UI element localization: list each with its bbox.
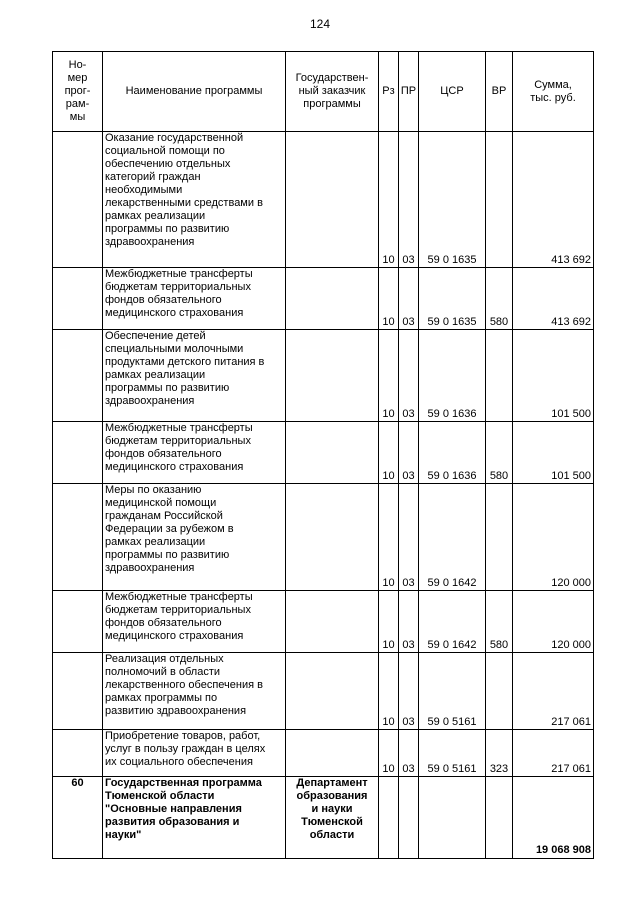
cell-csr: 59 0 1635 — [419, 132, 486, 268]
cell-pr: 03 — [399, 268, 419, 330]
cell-rz: 10 — [379, 132, 399, 268]
cell-state-customer — [286, 730, 379, 777]
cell-csr — [419, 777, 486, 859]
cell-rz: 10 — [379, 730, 399, 777]
cell-csr: 59 0 1635 — [419, 268, 486, 330]
cell-pr: 03 — [399, 730, 419, 777]
cell-program-number — [53, 653, 103, 730]
cell-amount: 120 000 — [513, 591, 594, 653]
cell-pr: 03 — [399, 132, 419, 268]
cell-program-name: Приобретение товаров, работ, услуг в пользу граждан в целях их социального обеспечения — [103, 730, 286, 777]
table-row — [53, 484, 594, 591]
table-row — [53, 330, 594, 422]
cell-rz — [379, 777, 399, 859]
cell-program-name: Межбюджетные трансферты бюджетам территориальных фондов обязательного медицинского страхования — [103, 422, 286, 484]
cell-program-name: Меры по оказанию медицинской помощи гражданам Российской Федерации за рубежом в рамках реализации программы по развитию здравоохранения — [103, 484, 286, 591]
cell-state-customer — [286, 422, 379, 484]
header-row — [53, 52, 594, 132]
cell-state-customer — [286, 132, 379, 268]
cell-rz: 10 — [379, 422, 399, 484]
table-row — [53, 777, 594, 859]
header-vr: ВР — [486, 52, 513, 132]
cell-rz: 10 — [379, 653, 399, 730]
cell-state-customer — [286, 330, 379, 422]
cell-csr: 59 0 1636 — [419, 422, 486, 484]
table-row — [53, 653, 594, 730]
cell-program-name: Межбюджетные трансферты бюджетам территориальных фондов обязательного медицинского страхования — [103, 591, 286, 653]
cell-vr — [486, 132, 513, 268]
page-number: 124 — [309, 17, 331, 31]
cell-program-number — [53, 132, 103, 268]
cell-vr: 580 — [486, 591, 513, 653]
cell-amount: 101 500 — [513, 330, 594, 422]
cell-vr — [486, 484, 513, 591]
cell-csr: 59 0 1642 — [419, 484, 486, 591]
cell-rz: 10 — [379, 591, 399, 653]
cell-csr: 59 0 5161 — [419, 730, 486, 777]
cell-amount: 217 061 — [513, 653, 594, 730]
cell-csr: 59 0 1642 — [419, 591, 486, 653]
cell-vr: 580 — [486, 268, 513, 330]
table-row — [53, 268, 594, 330]
cell-amount: 120 000 — [513, 484, 594, 591]
budget-program-table — [52, 51, 594, 859]
cell-csr: 59 0 5161 — [419, 653, 486, 730]
cell-state-customer — [286, 484, 379, 591]
cell-state-customer: Департамент образования и науки Тюменской области — [286, 777, 379, 859]
cell-state-customer — [286, 653, 379, 730]
cell-vr: 323 — [486, 730, 513, 777]
header-amount: Сумма, тыс. руб. — [513, 52, 594, 132]
cell-vr: 580 — [486, 422, 513, 484]
cell-state-customer — [286, 268, 379, 330]
cell-amount: 101 500 — [513, 422, 594, 484]
cell-program-number — [53, 484, 103, 591]
cell-program-number — [53, 422, 103, 484]
cell-program-number — [53, 268, 103, 330]
cell-state-customer — [286, 591, 379, 653]
table-row — [53, 132, 594, 268]
cell-pr — [399, 777, 419, 859]
cell-program-name: Оказание государственной социальной помощи по обеспечению отдельных категорий граждан необходимыми лекарственными средствами в рамках реализации программы по развитию здравоохранения — [103, 132, 286, 268]
header-program-number: Но- мер прог- рам- мы — [53, 52, 103, 132]
cell-program-number — [53, 330, 103, 422]
cell-amount: 413 692 — [513, 132, 594, 268]
cell-amount: 217 061 — [513, 730, 594, 777]
cell-pr: 03 — [399, 422, 419, 484]
table-row — [53, 591, 594, 653]
header-pr: ПР — [399, 52, 419, 132]
cell-program-number — [53, 730, 103, 777]
cell-amount: 19 068 908 — [513, 777, 594, 859]
cell-vr — [486, 653, 513, 730]
header-state-customer: Государствен- ный заказчик программы — [286, 52, 379, 132]
cell-program-name: Обеспечение детей специальными молочными продуктами детского питания в рамках реализации программы по развитию здравоохранения — [103, 330, 286, 422]
cell-program-number: 60 — [53, 777, 103, 859]
header-rz: Рз — [379, 52, 399, 132]
header-csr: ЦСР — [419, 52, 486, 132]
cell-program-name: Межбюджетные трансферты бюджетам территориальных фондов обязательного медицинского страхования — [103, 268, 286, 330]
cell-pr: 03 — [399, 330, 419, 422]
cell-program-number — [53, 591, 103, 653]
table-row — [53, 422, 594, 484]
cell-csr: 59 0 1636 — [419, 330, 486, 422]
cell-pr: 03 — [399, 653, 419, 730]
cell-vr — [486, 330, 513, 422]
cell-program-name: Реализация отдельных полномочий в области лекарственного обеспечения в рамках программы по развитию здравоохранения — [103, 653, 286, 730]
header-program-name: Наименование программы — [103, 52, 286, 132]
cell-pr: 03 — [399, 484, 419, 591]
cell-rz: 10 — [379, 268, 399, 330]
cell-vr — [486, 777, 513, 859]
cell-rz: 10 — [379, 330, 399, 422]
cell-program-name: Государственная программа Тюменской области "Основные направления развития образования и науки" — [103, 777, 286, 859]
table-row — [53, 730, 594, 777]
cell-amount: 413 692 — [513, 268, 594, 330]
cell-rz: 10 — [379, 484, 399, 591]
cell-pr: 03 — [399, 591, 419, 653]
